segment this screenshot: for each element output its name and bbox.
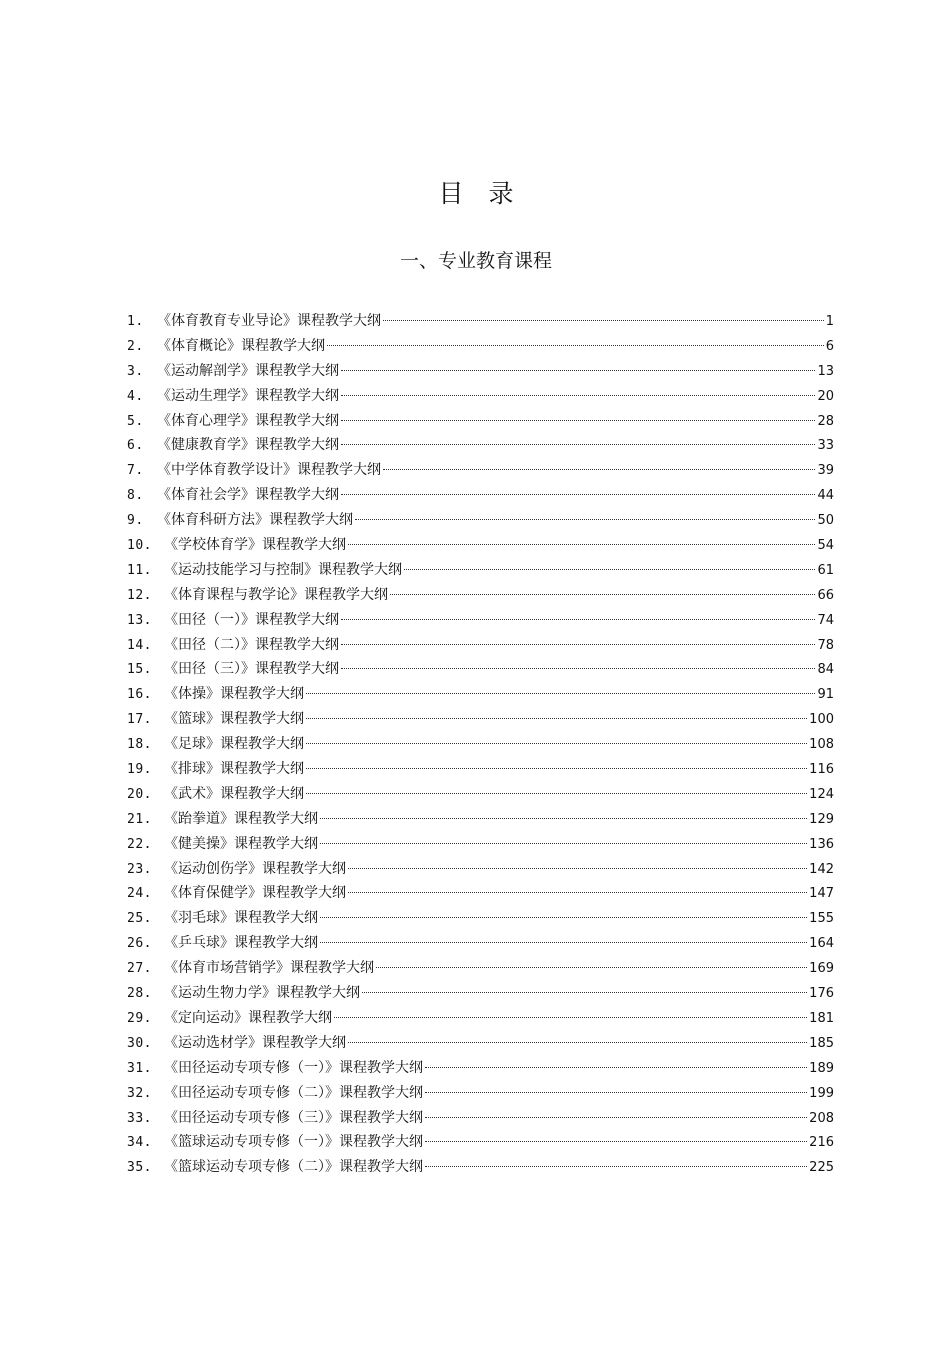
toc-entry-page-number: 176 [809, 986, 834, 1002]
toc-entry-number: 28. [127, 986, 152, 1002]
toc-dot-leader [404, 569, 815, 570]
toc-dot-leader [376, 967, 807, 968]
toc-entry-number: 6. [127, 438, 144, 454]
toc-entry-page-number: 13 [817, 363, 834, 379]
toc-entry-page-number: 78 [817, 637, 834, 653]
toc-entry-title: 《足球》课程教学大纲 [164, 736, 304, 753]
toc-dot-leader [341, 619, 815, 620]
toc-entry-page-number: 129 [809, 811, 834, 827]
toc-entry[interactable] [127, 857, 834, 882]
toc-entry-title: 《体育课程与教学论》课程教学大纲 [164, 586, 388, 603]
toc-dot-leader [383, 469, 815, 470]
toc-entry[interactable] [127, 981, 834, 1006]
toc-entry-title: 《体育教育专业导论》课程教学大纲 [157, 313, 381, 329]
toc-entry-title: 《运动生物力学》课程教学大纲 [164, 985, 360, 1002]
toc-entry-number: 2. [127, 338, 144, 354]
toc-dot-leader [306, 743, 807, 744]
toc-entry[interactable] [127, 384, 834, 409]
toc-entry-number: 7. [127, 463, 144, 479]
toc-entry-number: 34. [127, 1135, 152, 1151]
toc-entry[interactable] [127, 409, 834, 434]
toc-entry-number: 32. [127, 1085, 152, 1101]
toc-entry-title: 《中学体育教学设计》课程教学大纲 [157, 462, 381, 479]
toc-entry-number: 21. [127, 811, 152, 827]
toc-entry-page-number: 189 [809, 1060, 834, 1076]
toc-entry-page-number: 208 [809, 1110, 834, 1126]
toc-entry-number: 9. [127, 513, 144, 529]
toc-entry[interactable] [127, 782, 834, 807]
toc-entry-page-number: 155 [809, 911, 834, 927]
toc-entry-title: 《体育概论》课程教学大纲 [157, 337, 325, 354]
toc-entry[interactable] [127, 433, 834, 458]
toc-entry[interactable] [127, 1006, 834, 1031]
toc-entry-title: 《体操》课程教学大纲 [164, 686, 304, 703]
toc-entry[interactable] [127, 334, 834, 359]
toc-entry[interactable] [127, 931, 834, 956]
toc-entry-title: 《运动技能学习与控制》课程教学大纲 [164, 561, 402, 578]
toc-entry-page-number: 91 [817, 687, 834, 703]
toc-dot-leader [341, 668, 815, 669]
toc-entry-page-number: 124 [809, 786, 834, 802]
toc-entry-title: 《篮球运动专项专修（一）》课程教学大纲 [164, 1134, 423, 1151]
toc-entry-title: 《健康教育学》课程教学大纲 [157, 437, 339, 454]
toc-dot-leader [425, 1166, 807, 1167]
toc-entry-page-number: 84 [817, 662, 834, 678]
toc-entry[interactable] [127, 633, 834, 658]
toc-entry-page-number: 169 [809, 961, 834, 977]
toc-entry-title: 《体育心理学》课程教学大纲 [157, 412, 339, 429]
toc-dot-leader [425, 1067, 807, 1068]
toc-entry-number: 26. [127, 936, 152, 952]
toc-entry-page-number: 54 [817, 538, 834, 554]
toc-entry-title: 《田径（三）》课程教学大纲 [164, 661, 339, 678]
toc-entry-number: 13. [127, 612, 152, 628]
table-of-contents [127, 309, 834, 1180]
toc-entry-number: 14. [127, 637, 152, 653]
toc-entry-number: 33. [127, 1110, 152, 1126]
toc-entry-number: 23. [127, 861, 152, 877]
toc-entry-number: 15. [127, 662, 152, 678]
toc-entry-title: 《运动生理学》课程教学大纲 [157, 387, 339, 404]
toc-dot-leader [425, 1092, 807, 1093]
toc-entry[interactable] [127, 657, 834, 682]
toc-entry[interactable] [127, 832, 834, 857]
toc-dot-leader [341, 420, 815, 421]
toc-dot-leader [306, 768, 807, 769]
toc-entry-title: 《运动解剖学》课程教学大纲 [157, 362, 339, 379]
toc-entry[interactable] [127, 906, 834, 931]
toc-dot-leader [383, 320, 824, 321]
toc-entry-page-number: 116 [809, 762, 834, 778]
toc-entry[interactable] [127, 732, 834, 757]
toc-entry-title: 《田径运动专项专修（一）》课程教学大纲 [164, 1059, 423, 1076]
toc-dot-leader [327, 345, 824, 346]
toc-entry-page-number: 142 [809, 861, 834, 877]
toc-entry[interactable] [127, 757, 834, 782]
toc-entry[interactable] [127, 1081, 834, 1106]
section-heading: 一、专业教育课程 [399, 250, 552, 272]
toc-entry[interactable] [127, 533, 834, 558]
toc-entry-number: 11. [127, 562, 152, 578]
toc-dot-leader [320, 942, 807, 943]
toc-entry-page-number: 6 [825, 338, 834, 354]
toc-entry-page-number: 199 [809, 1085, 834, 1101]
toc-entry-title: 《篮球》课程教学大纲 [164, 711, 304, 728]
page-title: 目 录 [438, 179, 514, 208]
toc-entry[interactable] [127, 881, 834, 906]
toc-entry-number: 25. [127, 911, 152, 927]
toc-entry-page-number: 39 [817, 463, 834, 479]
toc-entry-title: 《体育保健学》课程教学大纲 [164, 885, 346, 902]
toc-entry-number: 5. [127, 413, 144, 429]
toc-entry-page-number: 61 [817, 562, 834, 578]
toc-entry-page-number: 74 [817, 612, 834, 628]
toc-dot-leader [348, 544, 815, 545]
toc-entry-title: 《运动选材学》课程教学大纲 [164, 1034, 346, 1051]
toc-entry-page-number: 225 [809, 1160, 834, 1176]
toc-entry[interactable] [127, 1031, 834, 1056]
toc-entry-number: 31. [127, 1060, 152, 1076]
toc-entry[interactable] [127, 707, 834, 732]
toc-dot-leader [355, 519, 815, 520]
toc-entry-number: 22. [127, 836, 152, 852]
toc-entry-number: 35. [127, 1160, 152, 1176]
toc-entry-title: 《田径运动专项专修（二）》课程教学大纲 [164, 1084, 423, 1101]
toc-dot-leader [425, 1117, 807, 1118]
toc-dot-leader [341, 395, 815, 396]
toc-entry-title: 《乒乓球》课程教学大纲 [164, 935, 318, 952]
toc-entry-title: 《学校体育学》课程教学大纲 [164, 537, 346, 554]
toc-entry-page-number: 164 [809, 936, 834, 952]
toc-entry[interactable] [127, 508, 834, 533]
toc-entry-page-number: 1 [825, 314, 834, 329]
toc-entry[interactable] [127, 1056, 834, 1081]
toc-entry-number: 3. [127, 363, 144, 379]
toc-entry-number: 4. [127, 388, 144, 404]
toc-entry-number: 1. [127, 314, 144, 329]
toc-entry-title: 《定向运动》课程教学大纲 [164, 1009, 332, 1026]
toc-entry-page-number: 136 [809, 836, 834, 852]
toc-entry-page-number: 181 [809, 1010, 834, 1026]
toc-dot-leader [390, 594, 815, 595]
toc-entry-number: 19. [127, 762, 152, 778]
toc-entry[interactable] [127, 956, 834, 981]
toc-entry-page-number: 33 [817, 438, 834, 454]
toc-entry-page-number: 28 [817, 413, 834, 429]
toc-entry-title: 《篮球运动专项专修（二）》课程教学大纲 [164, 1159, 423, 1176]
toc-entry-page-number: 185 [809, 1035, 834, 1051]
toc-entry-page-number: 216 [809, 1135, 834, 1151]
toc-dot-leader [306, 693, 815, 694]
toc-entry-number: 20. [127, 786, 152, 802]
toc-entry[interactable] [127, 1106, 834, 1131]
toc-entry-title: 《田径运动专项专修（三）》课程教学大纲 [164, 1109, 423, 1126]
toc-dot-leader [425, 1141, 807, 1142]
toc-entry-title: 《田径（二）》课程教学大纲 [164, 636, 339, 653]
toc-entry-page-number: 44 [817, 488, 834, 504]
toc-dot-leader [320, 917, 807, 918]
toc-dot-leader [306, 718, 807, 719]
toc-entry-number: 10. [127, 538, 152, 554]
toc-entry[interactable] [127, 309, 834, 334]
toc-dot-leader [320, 843, 807, 844]
toc-entry-title: 《运动创伤学》课程教学大纲 [164, 860, 346, 877]
toc-entry-title: 《体育社会学》课程教学大纲 [157, 487, 339, 504]
toc-entry-number: 29. [127, 1010, 152, 1026]
toc-entry[interactable] [127, 682, 834, 707]
toc-entry-title: 《跆拳道》课程教学大纲 [164, 810, 318, 827]
toc-entry-title: 《排球》课程教学大纲 [164, 761, 304, 778]
toc-dot-leader [306, 793, 807, 794]
toc-entry-number: 24. [127, 886, 152, 902]
toc-entry-page-number: 20 [817, 388, 834, 404]
toc-entry-number: 18. [127, 737, 152, 753]
toc-dot-leader [348, 892, 807, 893]
toc-entry-title: 《武术》课程教学大纲 [164, 785, 304, 802]
toc-entry[interactable] [127, 1130, 834, 1155]
toc-entry[interactable] [127, 1155, 834, 1180]
toc-entry-title: 《体育科研方法》课程教学大纲 [157, 512, 353, 529]
toc-entry-page-number: 50 [817, 513, 834, 529]
toc-dot-leader [362, 992, 807, 993]
toc-entry-number: 8. [127, 488, 144, 504]
toc-entry[interactable] [127, 483, 834, 508]
toc-entry-page-number: 108 [809, 737, 834, 753]
toc-entry-page-number: 100 [809, 712, 834, 728]
toc-entry-title: 《健美操》课程教学大纲 [164, 835, 318, 852]
toc-entry[interactable] [127, 359, 834, 384]
toc-dot-leader [348, 868, 807, 869]
toc-entry-page-number: 66 [817, 587, 834, 603]
toc-entry[interactable] [127, 558, 834, 583]
toc-entry[interactable] [127, 458, 834, 483]
toc-dot-leader [320, 818, 807, 819]
toc-entry-title: 《体育市场营销学》课程教学大纲 [164, 960, 374, 977]
toc-entry[interactable] [127, 608, 834, 633]
toc-entry-number: 30. [127, 1035, 152, 1051]
toc-dot-leader [341, 444, 815, 445]
toc-entry-title: 《羽毛球》课程教学大纲 [164, 910, 318, 927]
toc-entry-number: 12. [127, 587, 152, 603]
toc-entry-number: 17. [127, 712, 152, 728]
toc-entry[interactable] [127, 807, 834, 832]
toc-dot-leader [348, 1042, 807, 1043]
toc-dot-leader [341, 494, 815, 495]
toc-dot-leader [341, 644, 815, 645]
toc-entry-title: 《田径（一）》课程教学大纲 [164, 611, 339, 628]
toc-dot-leader [334, 1017, 807, 1018]
toc-entry-number: 27. [127, 961, 152, 977]
toc-entry-page-number: 147 [809, 886, 834, 902]
toc-entry[interactable] [127, 583, 834, 608]
toc-dot-leader [341, 370, 815, 371]
toc-entry-number: 16. [127, 687, 152, 703]
